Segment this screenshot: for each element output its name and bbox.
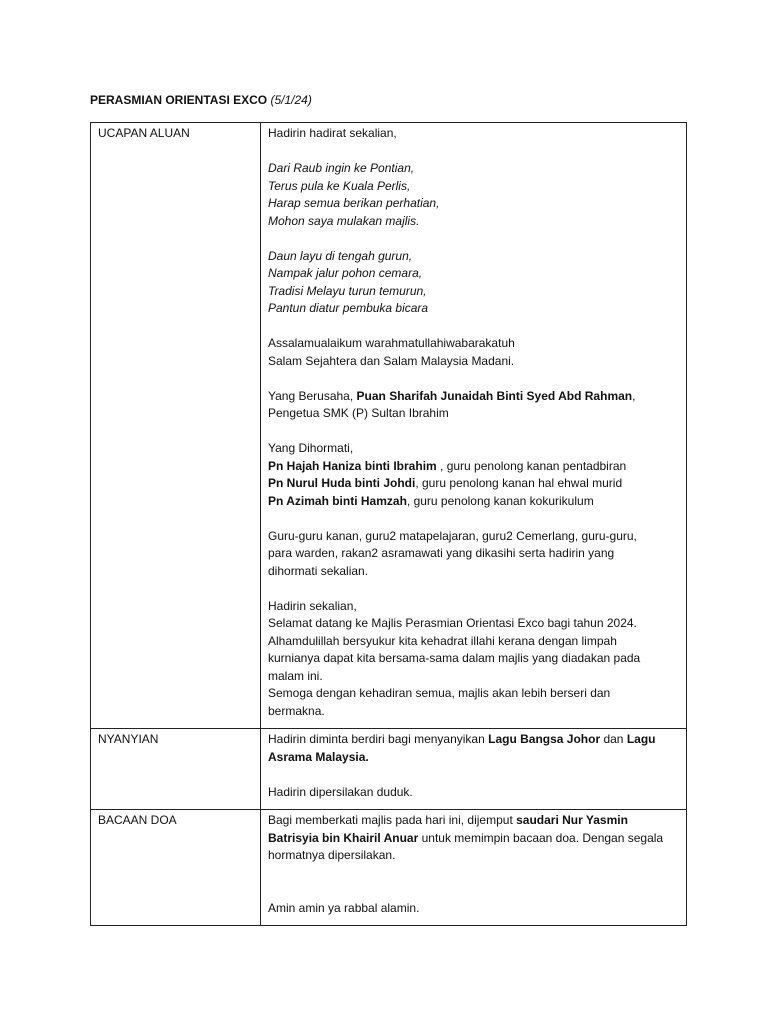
nyanyian-conj: dan: [600, 732, 627, 746]
berusaha-suffix: ,: [632, 388, 636, 403]
doa-reader-name-part1: saudari Nur Yasmin: [516, 813, 628, 827]
guru-line: dihormati sekalian.: [268, 563, 369, 578]
pantun-verse-1: [268, 160, 680, 230]
dignitary-line: [268, 458, 680, 476]
duduk-line: Hadirin dipersilakan duduk.: [268, 784, 413, 799]
pantun-line: Daun layu di tengah gurun,: [268, 248, 413, 263]
doa-invitation: [268, 812, 680, 865]
dignitary-name: Pn Hajah Haniza binti Ibrahim: [268, 458, 437, 473]
table-row-bacaan-doa: [91, 810, 687, 926]
pantun-line: Nampak jalur pohon cemara,: [268, 266, 423, 280]
doa-reader-name-part2: Batrisyia bin Khairil Anuar: [268, 830, 419, 845]
salam-text: [268, 335, 680, 370]
dignitary-name: Pn Nurul Huda binti Johdi: [268, 476, 416, 490]
closing-line: Selamat datang ke Majlis Perasmian Orientasi Exco bagi tahun 2024.: [268, 616, 637, 630]
guru-text: [268, 528, 680, 581]
dignitary-role: , guru penolong kanan kokurikulum: [406, 493, 594, 508]
section-content-bacaan-doa: [261, 810, 687, 926]
song-title-asrama-part1: Lagu: [626, 732, 656, 746]
principal-role: Pengetua SMK (P) Sultan Ibrahim: [268, 406, 449, 420]
guru-line: para warden, rakan2 asramawati yang dikasihi serta hadirin yang: [268, 546, 615, 560]
dignitary-name: Pn Azimah binti Hamzah: [268, 493, 407, 508]
doa-line: [268, 830, 680, 848]
doa-line: [268, 812, 680, 830]
amin-line: Amin amin ya rabbal alamin.: [268, 900, 420, 915]
dihormati-heading: Yang Dihormati,: [268, 441, 354, 455]
closing-line: malam ini.: [268, 668, 323, 683]
page-title: [90, 92, 312, 109]
dignitary-role: , guru penolong kanan pentadbiran: [436, 458, 627, 473]
pantun-line: Tradisi Melayu turun temurun,: [268, 283, 427, 298]
doa-line: hormatnya dipersilakan.: [268, 848, 396, 862]
dignitary-role: , guru penolong kanan hal ehwal murid: [415, 476, 623, 490]
document-date: (5/1/24): [270, 93, 312, 107]
closing-line: kurnianya dapat kita bersama-sama dalam majlis yang diadakan pada: [268, 651, 641, 665]
pantun-line: Mohon saya mulakan majlis.: [268, 213, 420, 228]
greeting-text: [268, 125, 680, 143]
dihormati-text: [268, 440, 680, 510]
closing-line: bermakna.: [268, 703, 325, 718]
pantun-verse-2: [268, 248, 680, 318]
nyanyian-line: [268, 731, 680, 749]
doa-text: untuk memimpin bacaan doa. Dengan segala: [418, 830, 664, 845]
section-content-ucapan-aluan: [261, 123, 687, 729]
table-row-ucapan-aluan: [91, 123, 687, 729]
greeting-line: Hadirin hadirat sekalian,: [268, 126, 397, 140]
principal-name: Puan Sharifah Junaidah Binti Syed Abd Rahman: [356, 388, 633, 403]
closing-line: Hadirin sekalian,: [268, 598, 357, 613]
song-title-bangsa-johor: Lagu Bangsa Johor: [488, 732, 601, 746]
section-label-nyanyian: NYANYIAN: [91, 729, 261, 810]
pantun-line: Harap semua berikan perhatian,: [268, 196, 440, 210]
section-label-ucapan-aluan: UCAPAN ALUAN: [91, 123, 261, 729]
dignitary-line: [268, 475, 680, 493]
pantun-line: Dari Raub ingin ke Pontian,: [268, 161, 415, 175]
pantun-line: Terus pula ke Kuala Perlis,: [268, 178, 411, 193]
amin-text: [268, 900, 680, 918]
dignitary-line: [268, 493, 680, 511]
song-title-asrama-part2: Asrama Malaysia.: [268, 749, 369, 764]
program-script-table: [90, 122, 687, 926]
salam-line: Assalamualaikum warahmatullahiwabarakatuh: [268, 336, 515, 350]
closing-line: Alhamdulillah bersyukur kita kehadrat illahi kerana dengan limpah: [268, 633, 617, 648]
berusaha-text: [268, 388, 680, 423]
spacer: [268, 865, 680, 900]
table-row-nyanyian: [91, 729, 687, 810]
salam-line: Salam Sejahtera dan Salam Malaysia Madani.: [268, 353, 515, 368]
guru-line: Guru-guru kanan, guru2 matapelajaran, guru2 Cemerlang, guru-guru,: [268, 528, 637, 543]
berusaha-prefix: Yang Berusaha,: [268, 388, 357, 403]
closing-line: Semoga dengan kehadiran semua, majlis akan lebih berseri dan: [268, 686, 611, 700]
berusaha-line: [268, 388, 680, 406]
document-title: PERASMIAN ORIENTASI EXCO: [90, 93, 268, 107]
section-label-bacaan-doa: BACAAN DOA: [91, 810, 261, 926]
duduk-text: [268, 784, 680, 802]
section-content-nyanyian: [261, 729, 687, 810]
nyanyian-instruction: [268, 731, 680, 766]
closing-text: [268, 598, 680, 721]
pantun-line: Pantun diatur pembuka bicara: [268, 301, 429, 315]
doa-text: Bagi memberkati majlis pada hari ini, dijemput: [268, 813, 517, 827]
nyanyian-text: Hadirin diminta berdiri bagi menyanyikan: [268, 732, 489, 746]
